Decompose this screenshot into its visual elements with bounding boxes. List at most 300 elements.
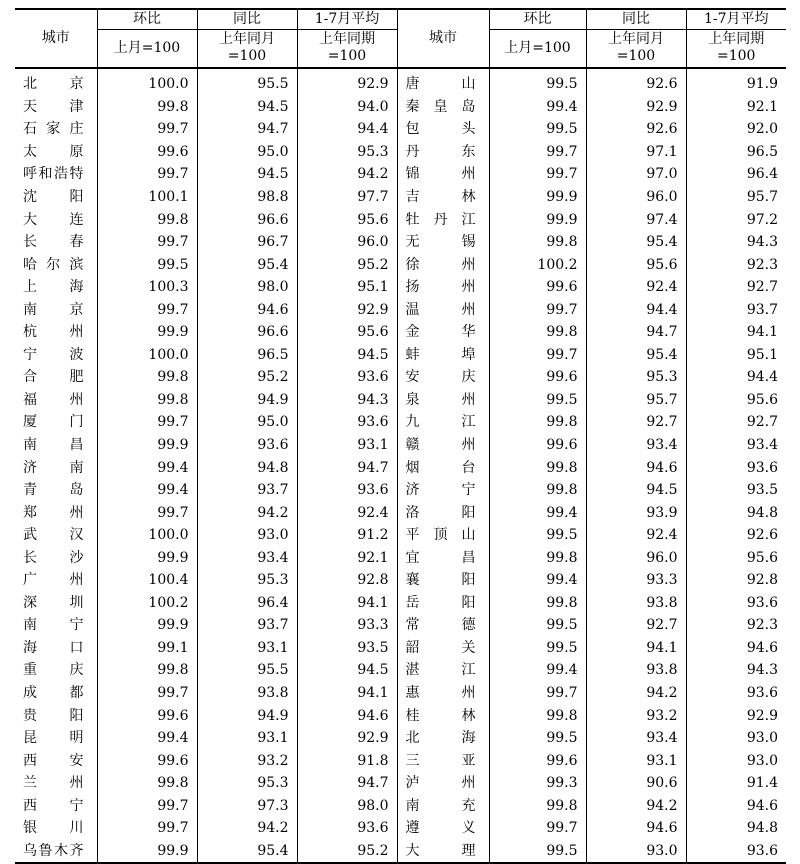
mom-value: 99.7	[97, 298, 197, 321]
city-name: 赣州	[397, 434, 489, 457]
yoy-value: 90.6	[586, 772, 686, 795]
table-row	[15, 366, 786, 389]
city-name: 烟台	[397, 456, 489, 479]
yoy-value: 95.3	[197, 772, 297, 795]
mom-value: 99.7	[489, 344, 586, 367]
yoy-value: 92.6	[586, 68, 686, 96]
mom-value: 99.8	[97, 366, 197, 389]
city-name: 包头	[397, 118, 489, 141]
avg-value: 92.0	[686, 118, 786, 141]
yoy-value: 97.4	[586, 208, 686, 231]
mom-value: 99.6	[97, 141, 197, 164]
table-header	[15, 9, 786, 68]
city-name: 长春	[23, 234, 85, 251]
avg-value: 94.4	[686, 366, 786, 389]
table-row	[15, 208, 786, 231]
city-name: 湛江	[397, 659, 489, 682]
yoy-value: 94.2	[197, 501, 297, 524]
avg-value: 92.9	[297, 298, 397, 321]
city-name: 昆明	[23, 730, 85, 747]
city-name: 大理	[397, 840, 489, 864]
city-name: 大连	[23, 211, 85, 228]
table-row	[15, 231, 786, 254]
avg-value: 93.6	[686, 456, 786, 479]
city-name: 石家庄	[23, 121, 85, 138]
yoy-value: 94.7	[586, 321, 686, 344]
avg-value: 94.3	[297, 389, 397, 412]
yoy-value: 93.1	[197, 727, 297, 750]
yoy-value: 93.8	[586, 659, 686, 682]
table-row	[15, 456, 786, 479]
yoy-value: 95.4	[586, 231, 686, 254]
mom-value: 100.2	[489, 253, 586, 276]
avg-value: 95.7	[686, 186, 786, 209]
table-row	[15, 321, 786, 344]
group-header-yoy-left: 同比	[197, 9, 297, 29]
mom-value: 99.9	[97, 840, 197, 864]
avg-value: 92.9	[297, 68, 397, 96]
avg-value: 92.4	[297, 501, 397, 524]
mom-value: 99.9	[97, 614, 197, 637]
city-name: 厦门	[23, 414, 85, 431]
yoy-value: 93.7	[197, 614, 297, 637]
city-name: 贵阳	[23, 707, 85, 724]
city-name: 兰州	[23, 775, 85, 792]
avg-value: 93.7	[686, 298, 786, 321]
mom-value: 99.8	[489, 411, 586, 434]
avg-value: 94.4	[297, 118, 397, 141]
city-name: 西安	[23, 752, 85, 769]
city-name: 温州	[397, 298, 489, 321]
table-row	[15, 186, 786, 209]
yoy-value: 94.9	[197, 389, 297, 412]
yoy-value: 92.4	[586, 276, 686, 299]
avg-value: 98.0	[297, 795, 397, 818]
mom-value: 99.8	[97, 208, 197, 231]
mom-value: 99.6	[489, 276, 586, 299]
mom-value: 99.5	[489, 389, 586, 412]
yoy-value: 96.7	[197, 231, 297, 254]
sub-header-yoy-left: 上年同月 =100	[197, 29, 297, 68]
avg-value: 93.6	[686, 682, 786, 705]
city-name: 深圳	[23, 594, 85, 611]
yoy-value: 95.2	[197, 366, 297, 389]
mom-value: 99.8	[489, 592, 586, 615]
table-row	[15, 479, 786, 502]
table-row	[15, 434, 786, 457]
avg-value: 91.2	[297, 524, 397, 547]
yoy-value: 94.6	[197, 298, 297, 321]
avg-value: 95.6	[297, 321, 397, 344]
avg-value: 95.6	[297, 208, 397, 231]
mom-value: 99.7	[97, 817, 197, 840]
city-name: 扬州	[397, 276, 489, 299]
mom-value: 99.7	[489, 298, 586, 321]
yoy-value: 98.8	[197, 186, 297, 209]
yoy-value: 92.6	[586, 118, 686, 141]
avg-value: 92.3	[686, 614, 786, 637]
city-name: 秦皇岛	[397, 96, 489, 119]
table-row	[15, 569, 786, 592]
yoy-value: 93.1	[197, 637, 297, 660]
mom-value: 99.6	[489, 434, 586, 457]
yoy-value: 97.1	[586, 141, 686, 164]
group-header-avg-left: 1-7月平均	[297, 9, 397, 29]
yoy-value: 93.8	[197, 682, 297, 705]
avg-value: 94.5	[297, 344, 397, 367]
table-row	[15, 682, 786, 705]
yoy-value: 96.4	[197, 592, 297, 615]
yoy-value: 93.2	[586, 704, 686, 727]
group-header-avg-right: 1-7月平均	[686, 9, 786, 29]
avg-value: 93.6	[297, 479, 397, 502]
table-row	[15, 749, 786, 772]
table-row	[15, 118, 786, 141]
avg-value: 93.6	[297, 366, 397, 389]
mom-value: 99.7	[489, 682, 586, 705]
yoy-value: 94.6	[586, 817, 686, 840]
yoy-value: 93.4	[586, 434, 686, 457]
mom-value: 99.8	[489, 456, 586, 479]
mom-value: 99.8	[489, 479, 586, 502]
mom-value: 99.8	[489, 795, 586, 818]
city-name: 三亚	[397, 749, 489, 772]
city-name: 吉林	[397, 186, 489, 209]
city-name: 太原	[23, 143, 85, 160]
city-name: 重庆	[23, 662, 85, 679]
city-name: 锦州	[397, 163, 489, 186]
city-name: 牡丹江	[397, 208, 489, 231]
mom-value: 99.7	[97, 411, 197, 434]
avg-value: 95.6	[686, 546, 786, 569]
yoy-value: 98.0	[197, 276, 297, 299]
mom-value: 99.5	[489, 68, 586, 96]
table-row	[15, 592, 786, 615]
avg-value: 95.2	[297, 840, 397, 864]
table-row	[15, 524, 786, 547]
mom-value: 99.4	[489, 569, 586, 592]
avg-value: 93.6	[686, 840, 786, 864]
avg-value: 92.1	[686, 96, 786, 119]
avg-value: 94.6	[686, 637, 786, 660]
city-name: 泸州	[397, 772, 489, 795]
avg-value: 92.1	[297, 546, 397, 569]
yoy-value: 96.0	[586, 546, 686, 569]
mom-value: 99.8	[97, 96, 197, 119]
table-row	[15, 546, 786, 569]
yoy-value: 96.6	[197, 208, 297, 231]
city-name: 南昌	[23, 437, 85, 454]
city-name: 惠州	[397, 682, 489, 705]
yoy-value: 94.7	[197, 118, 297, 141]
mom-value: 99.8	[97, 772, 197, 795]
city-name: 九江	[397, 411, 489, 434]
avg-value: 94.7	[297, 456, 397, 479]
yoy-value: 95.5	[197, 68, 297, 96]
avg-value: 92.7	[686, 276, 786, 299]
city-name: 桂林	[397, 704, 489, 727]
avg-value: 93.1	[297, 434, 397, 457]
yoy-value: 93.9	[586, 501, 686, 524]
yoy-value: 94.5	[197, 163, 297, 186]
yoy-value: 94.2	[586, 795, 686, 818]
sub-header-yoy-right: 上年同月 =100	[586, 29, 686, 68]
avg-value: 94.1	[686, 321, 786, 344]
city-name: 哈尔滨	[23, 256, 85, 273]
yoy-value: 93.1	[586, 749, 686, 772]
city-name: 无锡	[397, 231, 489, 254]
city-header-right: 城市	[397, 9, 489, 68]
city-name: 遵义	[397, 817, 489, 840]
avg-value: 91.9	[686, 68, 786, 96]
table-row	[15, 659, 786, 682]
city-name: 西宁	[23, 797, 85, 814]
yoy-value: 95.4	[197, 253, 297, 276]
city-name: 上海	[23, 279, 85, 296]
yoy-value: 95.6	[586, 253, 686, 276]
city-name: 杭州	[23, 324, 85, 341]
city-name: 长沙	[23, 549, 85, 566]
city-name: 泉州	[397, 389, 489, 412]
mom-value: 99.7	[97, 795, 197, 818]
mom-value: 99.4	[489, 659, 586, 682]
sub-header-avg-left: 上年同期 =100	[297, 29, 397, 68]
city-name: 蚌埠	[397, 344, 489, 367]
mom-value: 99.6	[489, 749, 586, 772]
yoy-value: 93.4	[197, 546, 297, 569]
yoy-value: 97.3	[197, 795, 297, 818]
avg-value: 94.6	[297, 704, 397, 727]
avg-value: 93.6	[297, 817, 397, 840]
table-row	[15, 501, 786, 524]
table-row	[15, 727, 786, 750]
yoy-value: 92.7	[586, 411, 686, 434]
mom-value: 100.3	[97, 276, 197, 299]
avg-value: 94.2	[297, 163, 397, 186]
group-header-mom-right: 环比	[489, 9, 586, 29]
mom-value: 100.4	[97, 569, 197, 592]
mom-value: 100.0	[97, 344, 197, 367]
avg-value: 93.5	[297, 637, 397, 660]
city-name: 安庆	[397, 366, 489, 389]
avg-value: 92.9	[686, 704, 786, 727]
yoy-value: 97.0	[586, 163, 686, 186]
yoy-value: 94.8	[197, 456, 297, 479]
city-name: 济宁	[397, 479, 489, 502]
yoy-value: 93.0	[197, 524, 297, 547]
mom-value: 99.9	[489, 186, 586, 209]
avg-value: 94.1	[297, 592, 397, 615]
avg-value: 96.4	[686, 163, 786, 186]
yoy-value: 93.6	[197, 434, 297, 457]
mom-value: 99.3	[489, 772, 586, 795]
yoy-value: 95.3	[197, 569, 297, 592]
yoy-value: 92.7	[586, 614, 686, 637]
avg-value: 94.6	[686, 795, 786, 818]
table-row	[15, 276, 786, 299]
mom-value: 99.9	[97, 321, 197, 344]
avg-value: 97.7	[297, 186, 397, 209]
yoy-value: 94.9	[197, 704, 297, 727]
city-name: 北京	[23, 76, 85, 93]
city-name: 洛阳	[397, 501, 489, 524]
yoy-value: 94.5	[586, 479, 686, 502]
mom-value: 99.9	[97, 546, 197, 569]
city-name: 北海	[397, 727, 489, 750]
avg-value: 92.8	[686, 569, 786, 592]
mom-value: 99.9	[97, 434, 197, 457]
avg-value: 93.6	[297, 411, 397, 434]
mom-value: 99.5	[489, 840, 586, 864]
yoy-value: 95.5	[197, 659, 297, 682]
city-name: 呼和浩特	[23, 166, 85, 183]
yoy-value: 92.9	[586, 96, 686, 119]
yoy-value: 93.7	[197, 479, 297, 502]
avg-value: 94.7	[297, 772, 397, 795]
mom-value: 99.5	[489, 614, 586, 637]
city-name: 海口	[23, 639, 85, 656]
table-row	[15, 795, 786, 818]
mom-value: 99.7	[97, 231, 197, 254]
mom-value: 99.8	[489, 231, 586, 254]
avg-value: 96.0	[297, 231, 397, 254]
yoy-value: 93.3	[586, 569, 686, 592]
avg-value: 92.7	[686, 411, 786, 434]
avg-value: 92.3	[686, 253, 786, 276]
avg-value: 92.9	[297, 727, 397, 750]
yoy-value: 94.6	[586, 456, 686, 479]
avg-value: 94.5	[297, 659, 397, 682]
table-row	[15, 614, 786, 637]
mom-value: 99.5	[97, 253, 197, 276]
yoy-value: 94.5	[197, 96, 297, 119]
mom-value: 99.4	[97, 456, 197, 479]
avg-value: 94.1	[297, 682, 397, 705]
city-name: 徐州	[397, 253, 489, 276]
table-row	[15, 344, 786, 367]
mom-value: 100.1	[97, 186, 197, 209]
table-row	[15, 840, 786, 864]
mom-value: 99.6	[97, 749, 197, 772]
yoy-value: 94.2	[586, 682, 686, 705]
mom-value: 99.5	[489, 637, 586, 660]
mom-value: 99.7	[489, 163, 586, 186]
mom-value: 99.5	[489, 524, 586, 547]
mom-value: 99.1	[97, 637, 197, 660]
mom-value: 99.8	[489, 546, 586, 569]
city-name: 常德	[397, 614, 489, 637]
city-name: 天津	[23, 98, 85, 115]
table-row	[15, 96, 786, 119]
mom-value: 99.8	[489, 704, 586, 727]
avg-value: 91.4	[686, 772, 786, 795]
city-name: 韶关	[397, 637, 489, 660]
city-name: 银川	[23, 820, 85, 837]
avg-value: 95.2	[297, 253, 397, 276]
mom-value: 99.4	[97, 479, 197, 502]
mom-value: 100.0	[97, 68, 197, 96]
avg-value: 94.0	[297, 96, 397, 119]
city-name: 武汉	[23, 527, 85, 544]
mom-value: 99.9	[489, 208, 586, 231]
avg-value: 94.8	[686, 817, 786, 840]
avg-value: 95.1	[297, 276, 397, 299]
avg-value: 92.6	[686, 524, 786, 547]
mom-value: 99.7	[97, 501, 197, 524]
avg-value: 93.5	[686, 479, 786, 502]
avg-value: 94.3	[686, 659, 786, 682]
city-name: 福州	[23, 391, 85, 408]
city-name: 唐山	[397, 68, 489, 96]
yoy-value: 95.4	[197, 840, 297, 864]
city-name: 沈阳	[23, 189, 85, 205]
avg-value: 94.3	[686, 231, 786, 254]
avg-value: 95.1	[686, 344, 786, 367]
table-row	[15, 141, 786, 164]
yoy-value: 95.0	[197, 411, 297, 434]
table-row	[15, 389, 786, 412]
city-name: 岳阳	[397, 592, 489, 615]
mom-value: 99.7	[97, 682, 197, 705]
city-name: 合肥	[23, 369, 85, 386]
avg-value: 96.5	[686, 141, 786, 164]
yoy-value: 95.3	[586, 366, 686, 389]
table-row	[15, 411, 786, 434]
avg-value: 97.2	[686, 208, 786, 231]
city-name: 青岛	[23, 482, 85, 499]
city-name: 济南	[23, 459, 85, 476]
sub-header-mom-right: 上月=100	[489, 29, 586, 68]
city-name: 宁波	[23, 346, 85, 363]
mom-value: 99.4	[97, 727, 197, 750]
table-row	[15, 163, 786, 186]
mom-value: 99.7	[97, 118, 197, 141]
table-row	[15, 298, 786, 321]
city-name: 丹东	[397, 141, 489, 164]
city-name: 平顶山	[397, 524, 489, 547]
city-header-left: 城市	[15, 9, 97, 68]
mom-value: 99.8	[97, 659, 197, 682]
mom-value: 99.6	[489, 366, 586, 389]
table-row	[15, 68, 786, 96]
yoy-value: 94.1	[586, 637, 686, 660]
group-header-yoy-right: 同比	[586, 9, 686, 29]
city-name: 南京	[23, 301, 85, 318]
table-row	[15, 704, 786, 727]
avg-value: 93.6	[686, 592, 786, 615]
yoy-value: 94.4	[586, 298, 686, 321]
mom-value: 99.8	[97, 389, 197, 412]
avg-value: 91.8	[297, 749, 397, 772]
city-name: 金华	[397, 321, 489, 344]
sub-header-avg-right: 上年同期 =100	[686, 29, 786, 68]
yoy-value: 95.4	[586, 344, 686, 367]
city-name: 乌鲁木齐	[15, 840, 97, 864]
table-row	[15, 637, 786, 660]
mom-value: 99.6	[97, 704, 197, 727]
yoy-value: 95.0	[197, 141, 297, 164]
avg-value: 94.8	[686, 501, 786, 524]
mom-value: 99.5	[489, 727, 586, 750]
yoy-value: 96.5	[197, 344, 297, 367]
yoy-value: 93.0	[586, 840, 686, 864]
yoy-value: 93.4	[586, 727, 686, 750]
city-name: 襄阳	[397, 569, 489, 592]
yoy-value: 96.0	[586, 186, 686, 209]
table-row	[15, 253, 786, 276]
mom-value: 99.7	[97, 163, 197, 186]
table-body	[15, 68, 786, 863]
